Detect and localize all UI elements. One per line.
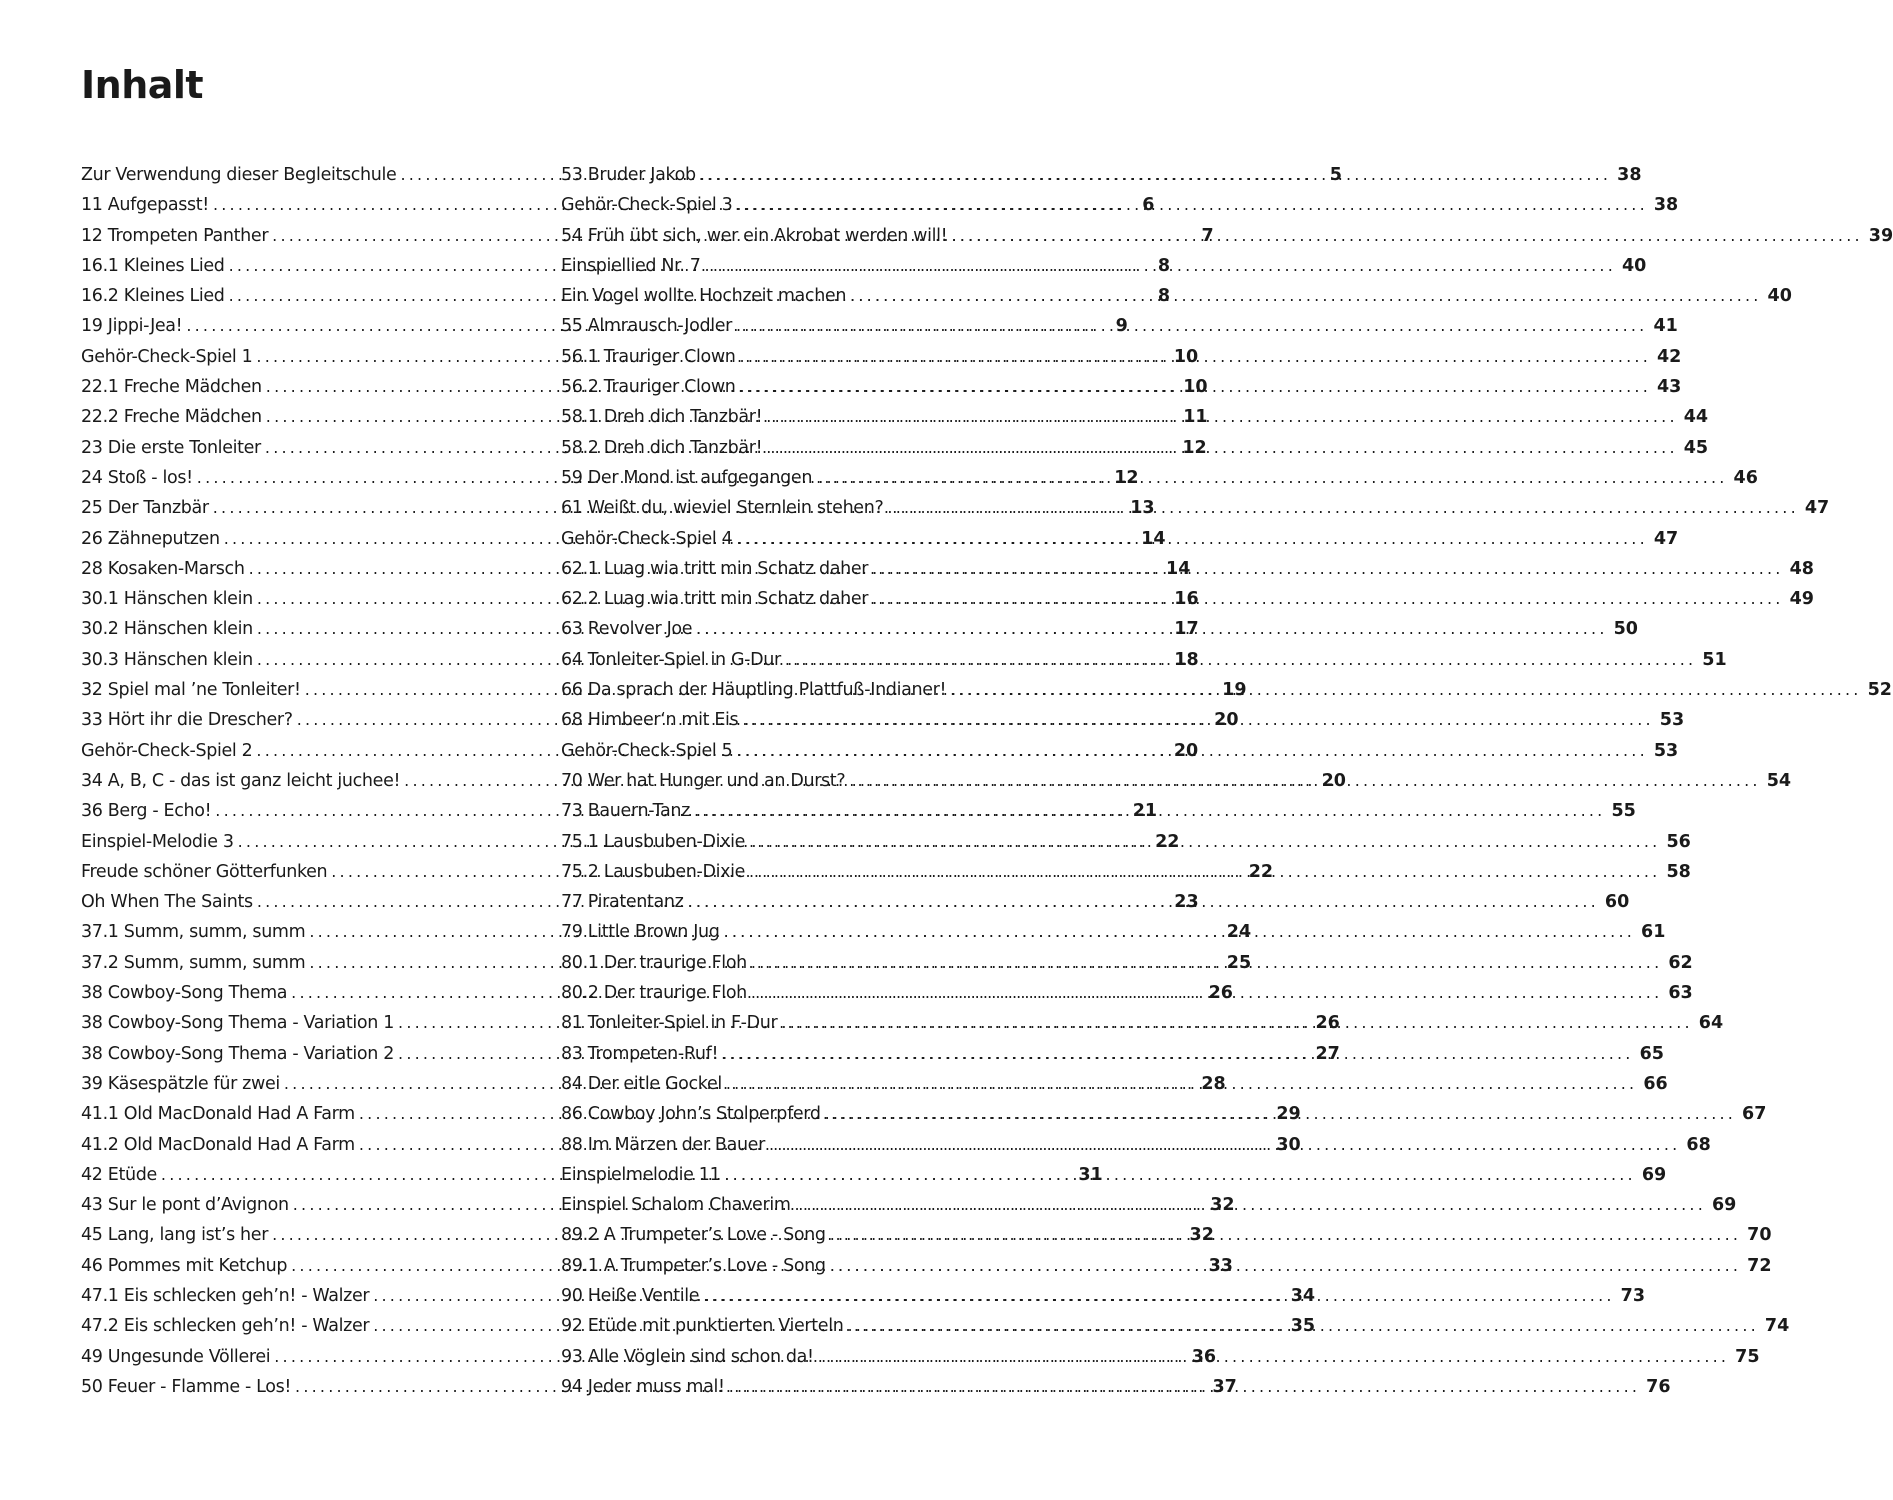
toc-entry-title: Gehör-Check-Spiel 5 (561, 740, 733, 761)
toc-entry-page-number: 28 (1201, 1073, 1226, 1094)
toc-entry-page-number: 26 (1208, 983, 1233, 1004)
toc-entry-page-number: 51 (1702, 649, 1727, 670)
toc-entry-page-number: 38 (1653, 195, 1679, 216)
toc-entry-page-number: 32 (1189, 1225, 1214, 1246)
toc-entry-title: 83 Trompeten-Ruf! (561, 1043, 719, 1064)
toc-entry-title: 23 Die erste Tonleiter (81, 437, 261, 458)
toc-entry-title: 77 Piratentanz (561, 892, 684, 913)
toc-entry-title: 56.1 Trauriger Clown (561, 346, 736, 367)
toc-entry-page-number: 61 (1641, 922, 1666, 943)
toc-entry-page-number: 65 (1639, 1043, 1664, 1064)
dot-leader (749, 857, 1660, 887)
toc-entry-page-number: 47 (1804, 498, 1830, 519)
toc-entry-title: 43 Sur le pont d’Avignon (81, 1195, 289, 1216)
toc-entry-page-number: 64 (1698, 1013, 1724, 1034)
toc-entry-title: 92 Etüde mit punktierten Vierteln (561, 1316, 844, 1337)
toc-entry-page-number: 58 (1666, 861, 1691, 882)
toc-entry-title: Zur Verwendung dieser Begleitschule (81, 165, 397, 185)
toc-entry-page-number: 38 (1617, 165, 1642, 185)
toc-entry-page-number: 5 (1329, 165, 1342, 185)
dot-leader (818, 1342, 1729, 1372)
toc-entry-page-number: 47 (1653, 528, 1679, 549)
toc-entry-page-number: 31 (1078, 1164, 1103, 1185)
toc-entry-page-number: 26 (1315, 1013, 1340, 1034)
toc-entry-title: 37.1 Summ, summ, summ (81, 922, 306, 943)
toc-entry-page-number: 76 (1646, 1376, 1671, 1397)
toc-entry-title: 61 Weißt du, wieviel Sternlein stehen? (561, 498, 884, 519)
toc-entry-title: 30.2 Hänschen klein (81, 619, 253, 640)
toc-entry-title: 28 Kosaken-Marsch (81, 558, 245, 579)
dot-leader (742, 705, 1653, 735)
toc-entry-page-number: 48 (1789, 558, 1814, 579)
toc-entry-page-number: 40 (1621, 255, 1647, 276)
toc-entry-page-number: 53 (1653, 740, 1679, 761)
toc-entry-page-number: 42 (1657, 346, 1682, 367)
toc-entry-page-number: 70 (1747, 1225, 1772, 1246)
toc-entry-title: 50 Feuer - Flamme - Los! (81, 1376, 292, 1397)
toc-entry-title: 64 Tonleiter-Spiel in G-Dur (561, 649, 781, 670)
dot-leader (950, 675, 1861, 705)
dot-leader (849, 766, 1760, 796)
toc-entry-title: 47.1 Eis schlecken geh’n! - Walzer (81, 1285, 370, 1306)
toc-entry-page-number: 12 (1114, 467, 1139, 488)
toc-entry-title: 55 Almrausch-Jodler (561, 316, 732, 337)
toc-entry-page-number: 36 (1191, 1346, 1217, 1367)
toc-entry-page-number: 45 (1683, 437, 1709, 458)
toc-entry-title: 59 Der Mond ist aufgegangen (561, 467, 813, 488)
dot-leader (872, 584, 1783, 614)
toc-entry-title: 38 Cowboy-Song Thema - Variation 2 (81, 1043, 395, 1064)
dot-leader (795, 1190, 1706, 1220)
toc-entry-page-number: 72 (1747, 1255, 1772, 1276)
toc-entry-page-number: 60 (1604, 892, 1630, 913)
toc-entry-page-number: 18 (1174, 649, 1199, 670)
toc-entry-title: 32 Spiel mal ’ne Tonleiter! (81, 680, 301, 701)
toc-entry-page-number: 9 (1115, 316, 1128, 337)
toc-entry-title: 42 Etüde (81, 1164, 157, 1185)
toc-entry-page-number: 19 (1222, 680, 1247, 701)
dot-leader (850, 281, 1761, 311)
toc-entry-title: 58.1 Dreh dich Tanzbär! (561, 407, 763, 428)
toc-entry-page-number: 63 (1668, 983, 1693, 1004)
toc-entry-title: 34 A, B, C - das ist ganz leicht juchee! (81, 770, 401, 791)
dot-leader (694, 796, 1605, 826)
toc-entry-title: 49 Ungesunde Völlerei (81, 1346, 271, 1367)
toc-entry-page-number: 16 (1174, 589, 1199, 610)
toc-entry-title: 45 Lang, lang ist’s her (81, 1225, 269, 1246)
toc-entry-title: 66 Da sprach der Häuptling Plattfuß-Indianer! (561, 680, 947, 701)
dot-leader (766, 402, 1677, 432)
dot-leader (751, 948, 1662, 978)
dot-leader (724, 1160, 1635, 1190)
toc-entry-page-number: 69 (1711, 1195, 1737, 1216)
toc-entry-page-number: 14 (1141, 528, 1166, 549)
toc-entry-title: Oh When The Saints (81, 892, 253, 913)
toc-entry-page-number: 68 (1686, 1134, 1711, 1155)
toc-entry-page-number: 10 (1173, 346, 1199, 367)
dot-leader (785, 645, 1696, 675)
page-title: Inhalt (81, 63, 204, 107)
dot-leader (769, 1130, 1680, 1160)
toc-entry-page-number: 21 (1132, 801, 1158, 822)
dot-leader (830, 1251, 1741, 1281)
toc-entry-page-number: 13 (1130, 498, 1155, 519)
toc-entry-page-number: 74 (1764, 1316, 1790, 1337)
toc-entry-title: 81 Tonleiter-Spiel in F-Dur (561, 1013, 778, 1034)
toc-entry-title: Einspiel Schalom Chaverim (561, 1195, 791, 1216)
dot-leader (847, 1311, 1758, 1341)
dot-leader (703, 1281, 1614, 1311)
toc-entry-page-number: 20 (1321, 770, 1346, 791)
dot-leader (740, 342, 1651, 372)
toc-entry-title: Einspielmelodie 11 (561, 1164, 721, 1185)
toc-entry-title: 24 Stoß - los! (81, 467, 193, 488)
dot-leader (687, 887, 1598, 917)
toc-entry-title: 30.3 Hänschen klein (81, 649, 253, 670)
toc-entry-page-number: 24 (1226, 922, 1252, 943)
toc-entry-title: 16.1 Kleines Lied (81, 255, 225, 276)
toc-entry-title: 41.1 Old MacDonald Had A Farm (81, 1104, 355, 1125)
toc-entry-page-number: 22 (1248, 861, 1274, 882)
toc-entry-title: 54 Früh übt sich, wer ein Akrobat werden will! (561, 225, 948, 246)
dot-leader (700, 160, 1611, 190)
toc-entry-title: Einspiellied Nr. 7 (561, 255, 701, 276)
dot-leader (736, 311, 1647, 341)
dot-leader (816, 463, 1727, 493)
toc-entry-title: 11 Aufgepasst! (81, 195, 209, 216)
toc-entry-page-number: 39 (1868, 225, 1893, 246)
toc-entry-title: 26 Zähneputzen (81, 528, 220, 549)
toc-entry-page-number: 11 (1183, 407, 1208, 428)
toc-entry-page-number: 53 (1659, 710, 1685, 731)
toc-entry-page-number: 43 (1657, 377, 1682, 398)
toc-entry-title: 75.1 Lausbuben-Dixie (561, 831, 746, 852)
dot-leader (830, 1220, 1741, 1250)
toc-entry-title: 89.1 A Trumpeter’s Love - Song (561, 1255, 826, 1276)
dot-leader (726, 1069, 1637, 1099)
dot-leader (729, 1372, 1640, 1402)
toc-entry-page-number: 55 (1611, 801, 1636, 822)
toc-entry-title: Gehör-Check-Spiel 4 (561, 528, 733, 549)
toc-entry-page-number: 12 (1182, 437, 1207, 458)
toc-entry-title: 86 Cowboy John’s Stolperpferd (561, 1104, 821, 1125)
toc-entry-page-number: 73 (1620, 1285, 1646, 1306)
toc-entry-title: 84 Der eitle Gockel (561, 1073, 722, 1094)
toc-entry-title: Ein Vogel wollte Hochzeit machen (561, 286, 847, 307)
dot-leader (705, 251, 1616, 281)
toc-entry-page-number: 14 (1166, 558, 1191, 579)
toc-entry-title: 79 Little Brown Jug (561, 922, 720, 943)
toc-entry-page-number: 66 (1643, 1073, 1668, 1094)
dot-leader (722, 1039, 1633, 1069)
toc-entry (561, 281, 1792, 311)
toc-entry-title: 47.2 Eis schlecken geh’n! - Walzer (81, 1316, 370, 1337)
toc-entry-title: Gehör-Check-Spiel 1 (81, 346, 253, 367)
dot-leader (751, 978, 1662, 1008)
toc-entry (561, 311, 1678, 341)
toc-entry-title: 38 Cowboy-Song Thema - Variation 1 (81, 1013, 395, 1034)
toc-entry-page-number: 41 (1653, 316, 1678, 337)
toc-entry-page-number: 22 (1155, 831, 1180, 852)
toc-entry-title: 46 Pommes mit Ketchup (81, 1255, 288, 1276)
toc-entry (561, 251, 1647, 281)
toc-entry-page-number: 56 (1666, 831, 1691, 852)
toc-entry-page-number: 62 (1668, 952, 1693, 973)
toc-entry-page-number: 8 (1157, 255, 1171, 276)
toc-entry-page-number: 34 (1290, 1285, 1316, 1306)
toc-entry-page-number: 17 (1174, 619, 1199, 640)
toc-entry-page-number: 46 (1733, 467, 1758, 488)
dot-leader (736, 524, 1647, 554)
toc-entry-title: 38 Cowboy-Song Thema (81, 983, 288, 1004)
toc-entry-title: 88 Im Märzen der Bauer (561, 1134, 765, 1155)
toc-entry-page-number: 10 (1183, 377, 1208, 398)
toc-entry-title: 41.2 Old MacDonald Had A Farm (81, 1134, 355, 1155)
toc-entry-page-number: 7 (1201, 225, 1214, 246)
toc-entry-page-number: 25 (1226, 952, 1252, 973)
toc-entry-page-number: 27 (1315, 1043, 1340, 1064)
dot-leader (736, 190, 1647, 220)
toc-entry-page-number: 37 (1212, 1376, 1237, 1397)
dot-leader (887, 493, 1798, 523)
toc-entry-page-number: 40 (1767, 286, 1792, 307)
toc-entry-page-number: 20 (1214, 710, 1239, 731)
dot-leader (696, 614, 1607, 644)
toc-entry-title: 58.2 Dreh dich Tanzbär! (561, 437, 763, 458)
toc-entry-page-number: 33 (1208, 1255, 1233, 1276)
toc-entry-page-number: 75 (1735, 1346, 1760, 1367)
toc-entry-page-number: 29 (1276, 1104, 1301, 1125)
toc-entry-title: 39 Käsespätzle für zwei (81, 1073, 280, 1094)
toc-entry-page-number: 49 (1789, 589, 1814, 610)
toc-entry-title: 30.1 Hänschen klein (81, 589, 253, 610)
toc-entry-title: 33 Hört ihr die Drescher? (81, 710, 293, 731)
toc-entry-title: Freude schöner Götterfunken (81, 861, 328, 882)
dot-leader (825, 1099, 1736, 1129)
toc-entry-title: 22.2 Freche Mädchen (81, 407, 262, 428)
toc-entry-title: Einspiel-Melodie 3 (81, 831, 234, 852)
toc-entry-title: 70 Wer hat Hunger und an Durst? (561, 770, 846, 791)
toc-entry-page-number: 69 (1641, 1164, 1667, 1185)
dot-leader (736, 736, 1647, 766)
toc-entry-page-number: 44 (1683, 407, 1709, 428)
dot-leader (766, 433, 1677, 463)
toc-entry-title: 73 Bauern-Tanz (561, 801, 690, 822)
toc-entry-page-number: 30 (1276, 1134, 1301, 1155)
toc-entry (561, 160, 1642, 190)
toc-entry-title: 80.2 Der traurige Floh (561, 983, 747, 1004)
dot-leader (749, 827, 1660, 857)
toc-entry-page-number: 6 (1142, 195, 1155, 216)
toc-entry-title: 62.2 Luag wia tritt min Schatz daher (561, 589, 869, 610)
toc-entry-title: 89.2 A Trumpeter’s Love - Song (561, 1225, 826, 1246)
toc-entry-title: 94 Jeder muss mal! (561, 1376, 725, 1397)
toc-entry-title: 93 Alle Vöglein sind schon da! (561, 1346, 814, 1367)
toc-entry-title: 16.2 Kleines Lied (81, 286, 225, 307)
toc-entry-title: 22.1 Freche Mädchen (81, 377, 262, 398)
dot-leader (740, 372, 1651, 402)
toc-entry-title: Gehör-Check-Spiel 2 (81, 740, 253, 761)
toc-entry-title: Gehör-Check-Spiel 3 (561, 195, 733, 216)
toc-entry-page-number: 20 (1173, 740, 1199, 761)
toc-entry-title: 80.1 Der traurige Floh (561, 952, 747, 973)
toc-entry (561, 190, 1679, 220)
toc-entry-title: 56.2 Trauriger Clown (561, 377, 736, 398)
toc-entry-title: 75.2 Lausbuben-Dixie (561, 861, 746, 882)
dot-leader (951, 221, 1862, 251)
toc-entry-page-number: 52 (1867, 680, 1892, 701)
toc-entry-title: 68 Himbeer‘n mit Eis (561, 710, 739, 731)
toc-entry-page-number: 23 (1174, 892, 1199, 913)
dot-leader (872, 554, 1783, 584)
toc-entry-title: 53 Bruder Jakob (561, 165, 696, 185)
toc-entry (561, 221, 1893, 251)
toc-entry-page-number: 32 (1210, 1195, 1235, 1216)
toc-entry-title: 25 Der Tanzbär (81, 498, 209, 519)
toc-entry-page-number: 54 (1766, 770, 1792, 791)
toc-entry-title: 62.1 Luag wia tritt min Schatz daher (561, 558, 869, 579)
toc-entry-title: 19 Jippi-Jea! (81, 316, 183, 337)
toc-entry-page-number: 67 (1742, 1104, 1767, 1125)
toc-entry-title: 90 Heiße Ventile (561, 1285, 700, 1306)
toc-entry-title: 36 Berg - Echo! (81, 801, 212, 822)
toc-entry-page-number: 50 (1613, 619, 1638, 640)
toc-entry-page-number: 8 (1157, 286, 1171, 307)
toc-entry-title: 12 Trompeten Panther (81, 225, 269, 246)
toc-entry-page-number: 35 (1290, 1316, 1316, 1337)
toc-entry-title: 63 Revolver Joe (561, 619, 693, 640)
toc-entry-title: 37.2 Summ, summ, summ (81, 952, 306, 973)
dot-leader (781, 1008, 1692, 1038)
dot-leader (724, 917, 1635, 947)
